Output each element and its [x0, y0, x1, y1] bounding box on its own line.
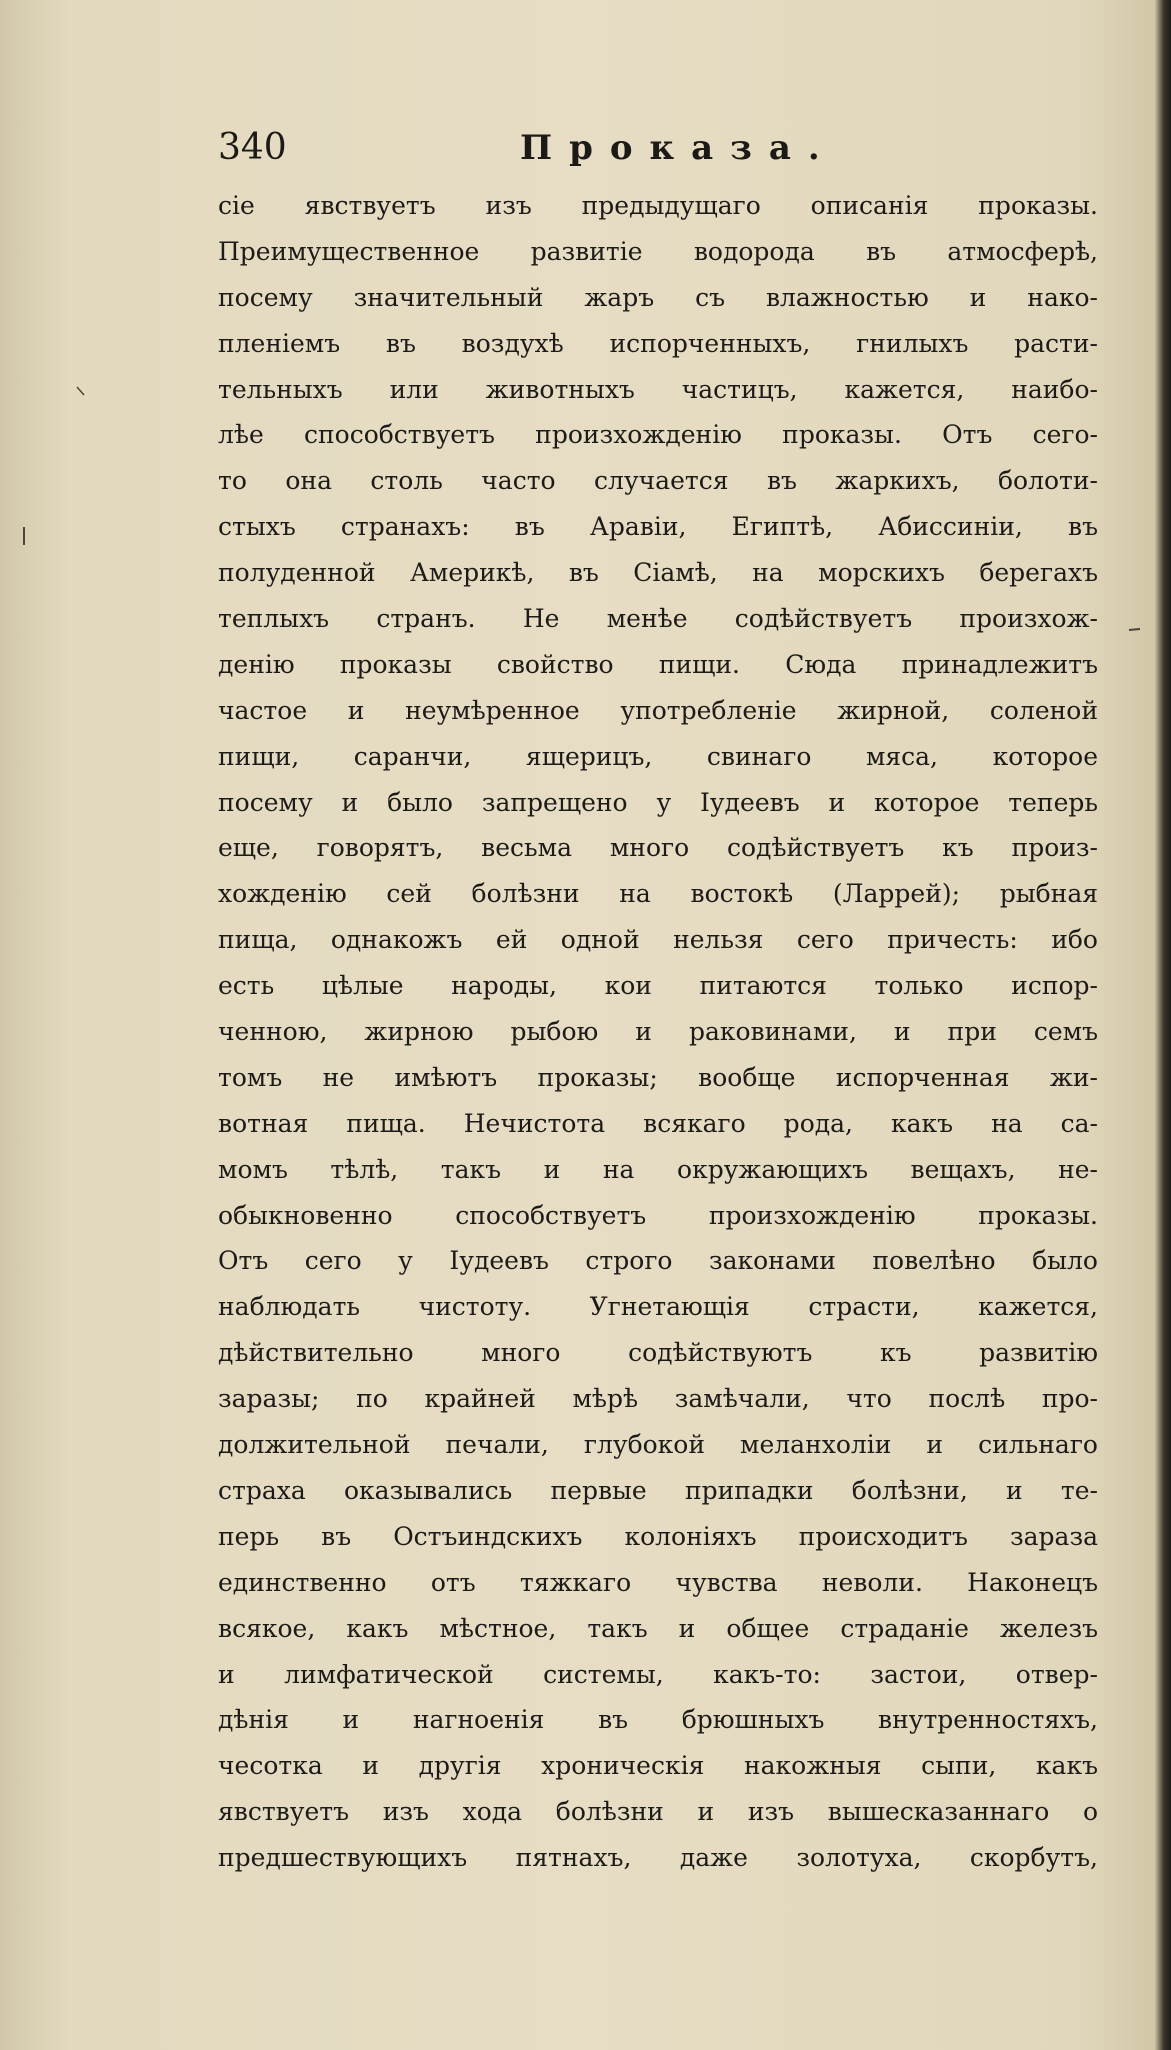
page-header: [218, 118, 1098, 178]
text-line: и лимфатической системы, какъ-то: застои, отвер-: [218, 1659, 1098, 1689]
book-spine-edge: [1155, 0, 1171, 2050]
text-line: дѣйствительно много содѣйствуютъ къ развитію: [218, 1338, 1098, 1368]
text-line: ченною, жирною рыбою и раковинами, и при семъ: [218, 1017, 1098, 1047]
text-line: посему и было запрещено у Іудеевъ и которое теперь: [218, 787, 1098, 817]
text-line: частое и неумѣренное употребленіе жирной, соленой: [218, 695, 1098, 725]
margin-speck-left: [75, 385, 87, 397]
text-line: томъ не имѣютъ проказы; вообще испорченная жи-: [218, 1062, 1098, 1092]
text-line: предшествующихъ пятнахъ, даже золотуха, скорбутъ,: [218, 1843, 1098, 1873]
text-line: заразы; по крайней мѣрѣ замѣчали, что послѣ про-: [218, 1384, 1098, 1414]
text-line: дѣнія и нагноенія въ брюшныхъ внутренностяхъ,: [218, 1705, 1098, 1735]
text-line: вотная пища. Нечистота всякаго рода, какъ на са-: [218, 1108, 1098, 1138]
text-line: сіе явствуетъ изъ предыдущаго описанія проказы.: [218, 191, 1098, 220]
margin-speck-right: [1128, 625, 1142, 635]
margin-speck-left-2: [20, 525, 28, 547]
text-line: наблюдать чистоту. Угнетающія страсти, кажется,: [218, 1292, 1098, 1322]
text-line: единственно отъ тяжкаго чувства неволи. Наконецъ: [218, 1567, 1098, 1597]
text-line: перь въ Остъиндскихъ колоніяхъ происходитъ зараза: [218, 1521, 1098, 1551]
text-line: пленіемъ въ воздухѣ испорченныхъ, гнилыхъ расти-: [218, 328, 1098, 358]
text-line: всякое, какъ мѣстное, такъ и общее страданіе железъ: [218, 1613, 1098, 1643]
text-line: пищи, саранчи, ящерицъ, свинаго мяса, которое: [218, 741, 1098, 771]
body-text: [218, 183, 1098, 1881]
text-line: есть цѣлые народы, кои питаются только испор-: [218, 971, 1098, 1001]
text-line: Отъ сего у Іудеевъ строго законами повелѣно было: [218, 1246, 1098, 1276]
text-line: должительной печали, глубокой меланхоліи и сильнаго: [218, 1430, 1098, 1460]
text-line: хожденію сей болѣзни на востокѣ (Ларрей); рыбная: [218, 879, 1098, 909]
page-number: 340: [218, 127, 287, 168]
text-line: тельныхъ или животныхъ частицъ, кажется, наибо-: [218, 374, 1098, 404]
text-line: лѣе способствуетъ произхожденію проказы. Отъ сего-: [218, 420, 1098, 450]
text-line: обыкновенно способствуетъ произхожденію проказы.: [218, 1200, 1098, 1230]
text-line: пища, однакожъ ей одной нельзя сего причесть: ибо: [218, 925, 1098, 955]
text-line: то она столь часто случается въ жаркихъ, болоти-: [218, 466, 1098, 496]
text-line: страха оказывались первые припадки болѣзни, и те-: [218, 1475, 1098, 1505]
running-title: Проказа.: [520, 128, 837, 168]
text-line: явствуетъ изъ хода болѣзни и изъ вышесказаннаго о: [218, 1797, 1098, 1827]
text-line: еще, говорятъ, весьма много содѣйствуетъ къ произ-: [218, 833, 1098, 863]
text-line: теплыхъ странъ. Не менѣе содѣйствуетъ произхож-: [218, 604, 1098, 634]
text-line: Преимущественное развитіе водорода въ атмосферѣ,: [218, 236, 1098, 266]
text-line: стыхъ странахъ: въ Аравіи, Египтѣ, Абиссиніи, въ: [218, 512, 1098, 542]
text-line: полуденной Америкѣ, въ Сіамѣ, на морскихъ берегахъ: [218, 558, 1098, 588]
text-line: момъ тѣлѣ, такъ и на окружающихъ вещахъ, не-: [218, 1154, 1098, 1184]
text-line: денію проказы свойство пищи. Сюда принадлежитъ: [218, 649, 1098, 679]
text-line: чесотка и другія хроническія накожныя сыпи, какъ: [218, 1751, 1098, 1781]
text-line: посему значительный жаръ съ влажностью и нако-: [218, 282, 1098, 312]
